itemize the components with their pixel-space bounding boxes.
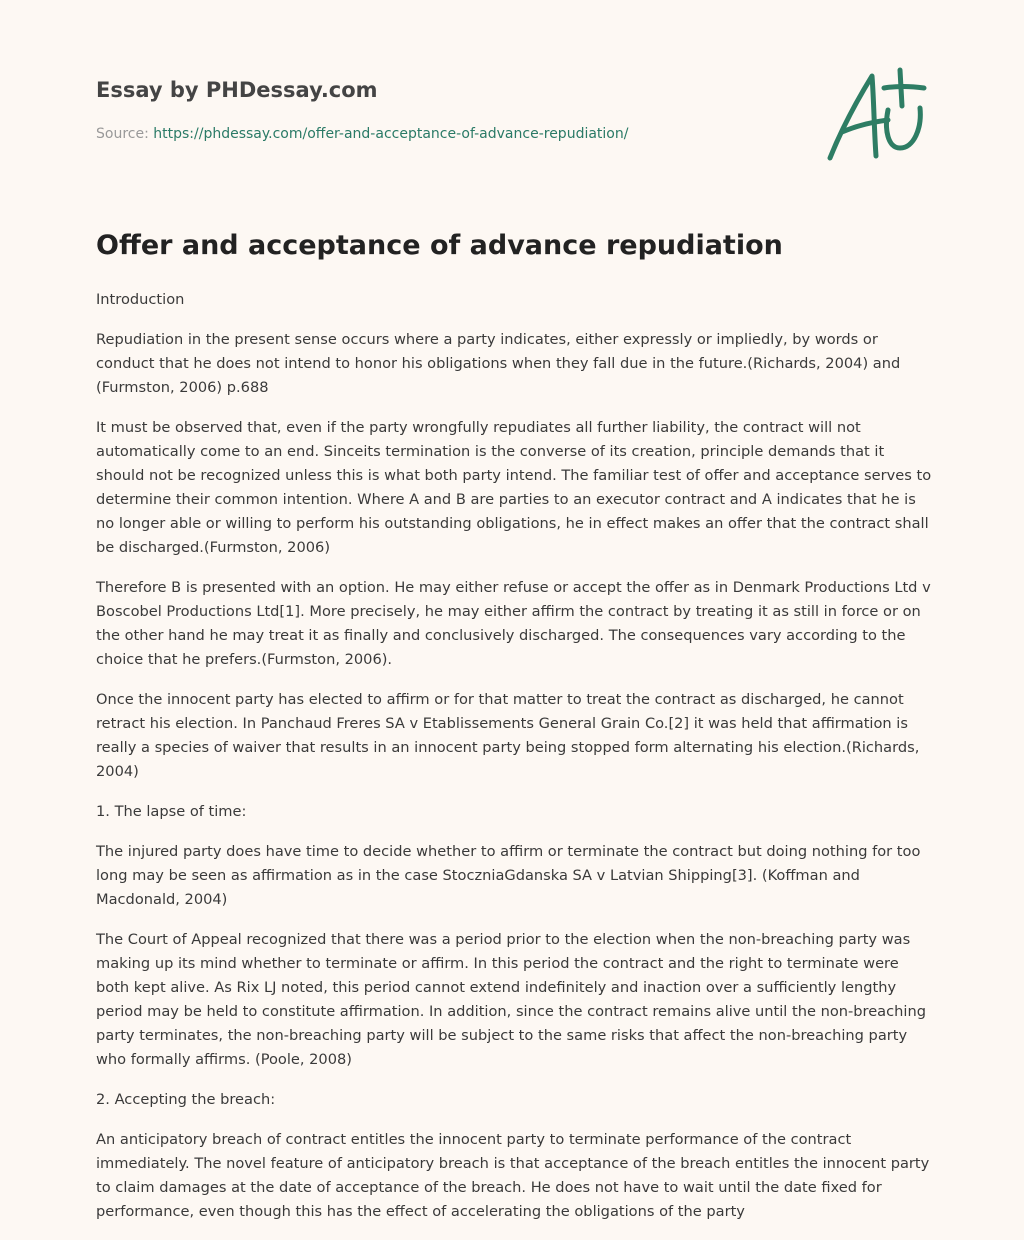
article-title: Offer and acceptance of advance repudiation [96, 230, 783, 261]
essay-header [96, 76, 796, 144]
a-plus-logo-icon [822, 66, 932, 166]
section-heading: 1. The lapse of time: [96, 803, 247, 820]
source-link[interactable]: https://phdessay.com/offer-and-acceptance-of-advance-repudiation/ [153, 126, 629, 142]
article-paragraphs [96, 288, 936, 1224]
source-label: Source: [96, 126, 149, 142]
paragraph: Introduction [96, 291, 185, 308]
paragraph: The Court of Appeal recognized that there was a period prior to the election when the non-breaching party was making up its mind whether to terminate or affirm. In this period the contract and the right to terminate were both kept alive. As Rix LJ noted, this period cannot extend indefinitely and inaction over a sufficiently lengthy period may be held to constitute affirmation. In addition, since the contract remains alive until the non-breaching party terminates, the non-breaching party will be subject to the same risks that affect the non-breaching party who formally affirms. (Poole, 2008) [96, 931, 926, 1068]
paragraph: An anticipatory breach of contract entitles the innocent party to terminate performance of the contract immediately. The novel feature of anticipatory breach is that acceptance of the breach entitles the innocent party to claim damages at the date of acceptance of the breach. He does not have to wait until the date fixed for performance, even though this has the effect of accelerating the obligations of the party [96, 1131, 930, 1220]
paragraph: Once the innocent party has elected to affirm or for that matter to treat the contract as discharged, he cannot retract his election. In Panchaud Freres SA v Etablissements General Grain Co.[2] it was held that affirmation is really a species of waiver that results in an innocent party being stopped form alternating his election.(Richards, 2004) [96, 691, 920, 780]
paragraph: The injured party does have time to decide whether to affirm or terminate the contract but doing nothing for too long may be seen as affirmation as in the case StoczniaGdanska SA v Latvian Shipping[3]. (Koffman and Macdonald, 2004) [96, 843, 921, 908]
section-heading: 2. Accepting the breach: [96, 1091, 276, 1108]
paragraph: Repudiation in the present sense occurs where a party indicates, either expressly or impliedly, by words or conduct that he does not intend to honor his obligations when they fall due in the future.(Richards, 2004) and (Furmston, 2006) p.688 [96, 331, 901, 396]
paragraph: It must be observed that, even if the party wrongfully repudiates all further liability, the contract will not automatically come to an end. Sinceits termination is the converse of its creation, principle demands that it should not be recognized unless this is what both party intend. The familiar test of offer and acceptance serves to determine their common intention. Where A and B are parties to an executor contract and A indicates that he is no longer able or willing to perform his outstanding obligations, he in effect makes an offer that the contract shall be discharged.(Furmston, 2006) [96, 419, 932, 556]
paragraph: Therefore B is presented with an option. He may either refuse or accept the offer as in Denmark Productions Ltd v Boscobel Productions Ltd[1]. More precisely, he may either affirm the contract by treating it as still in force or on the other hand he may treat it as finally and conclusively discharged. The consequences vary according to the choice that he prefers.(Furmston, 2006). [96, 579, 931, 668]
site-brand: Essay by PHDessay.com [96, 78, 378, 102]
source-line [96, 124, 796, 144]
article-body [96, 226, 936, 1240]
